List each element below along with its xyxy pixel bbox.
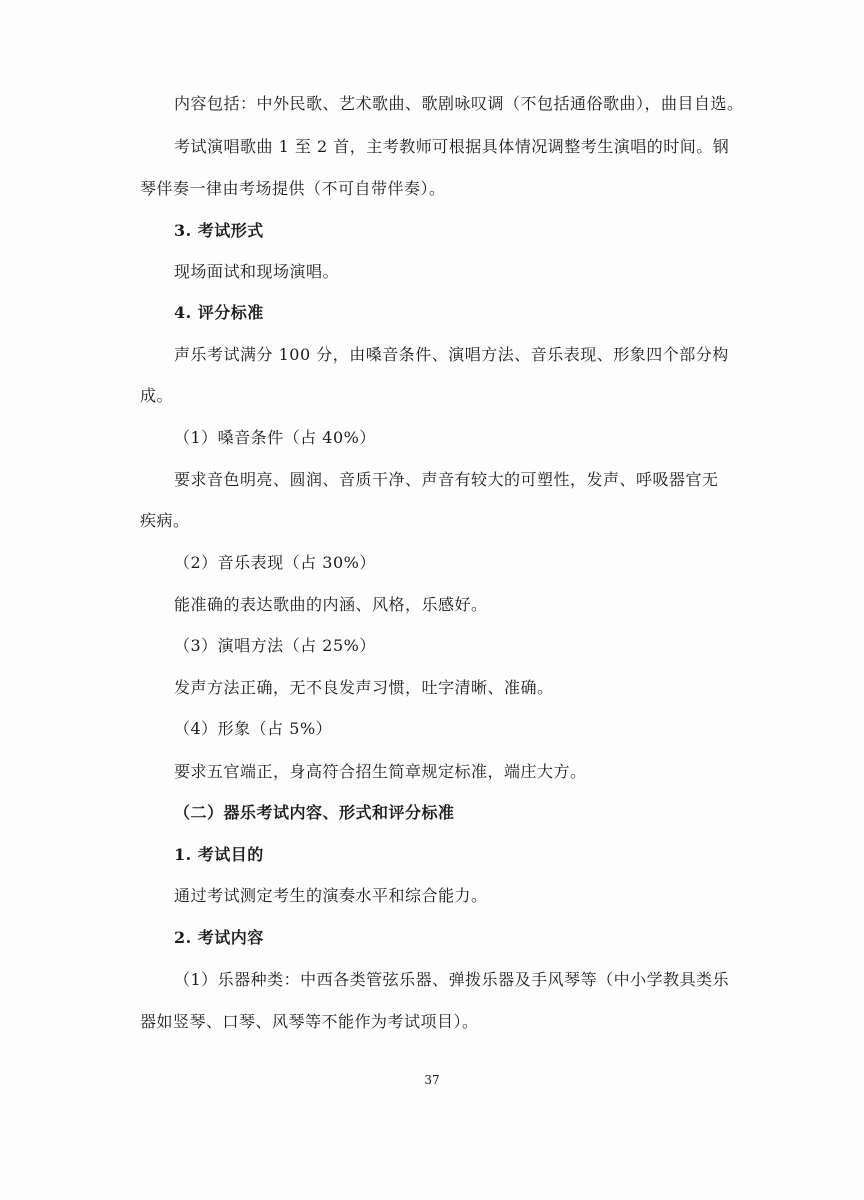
paragraph-line: 发声方法正确，无不良发声习惯，吐字清晰、准确。 (174, 678, 554, 697)
subsection-heading: （2）音乐表现（占 30%） (174, 553, 376, 572)
paragraph-line: 能准确的表达歌曲的内涵、风格，乐感好。 (174, 595, 488, 614)
subsection-heading: （4）形象（占 5%） (174, 719, 333, 738)
paragraph-line: 现场面试和现场演唱。 (174, 262, 340, 281)
subsection-heading: （3）演唱方法（占 25%） (174, 636, 376, 655)
section-heading: 1. 考试目的 (174, 845, 264, 864)
paragraph-line: 要求五官端正，身高符合招生简章规定标准，端庄大方。 (174, 762, 587, 781)
section-heading: （二）器乐考试内容、形式和评分标准 (174, 803, 455, 822)
paragraph-line: 器如竖琴、口琴、风琴等不能作为考试项目）。 (140, 1012, 479, 1031)
paragraph-line: 琴伴奏一律由考场提供（不可自带伴奏）。 (140, 179, 446, 198)
paragraph-line: 声乐考试满分 100 分，由嗓音条件、演唱方法、音乐表现、形象四个部分构 (174, 345, 729, 364)
section-heading: 4. 评分标准 (174, 303, 264, 322)
paragraph-line: 疾病。 (140, 511, 190, 530)
paragraph-line: （1）乐器种类：中西各类管弦乐器、弹拨乐器及手风琴等（中小学教具类乐 (174, 970, 730, 989)
paragraph-line: 通过考试测定考生的演奏水平和综合能力。 (174, 886, 488, 905)
section-heading: 3. 考试形式 (174, 221, 264, 240)
paragraph-line: 内容包括：中外民歌、艺术歌曲、歌剧咏叹调（不包括通俗歌曲），曲目自选。 (174, 94, 744, 113)
page-number: 37 (424, 1073, 440, 1087)
paragraph-line: 成。 (140, 386, 174, 405)
paragraph-line: 要求音色明亮、圆润、音质干净、声音有较大的可塑性，发声、呼吸器官无 (174, 470, 719, 489)
subsection-heading: （1）嗓音条件（占 40%） (174, 428, 376, 447)
section-heading: 2. 考试内容 (174, 928, 264, 947)
paragraph-line: 考试演唱歌曲 1 至 2 首，主考教师可根据具体情况调整考生演唱的时间。钢 (174, 137, 730, 156)
